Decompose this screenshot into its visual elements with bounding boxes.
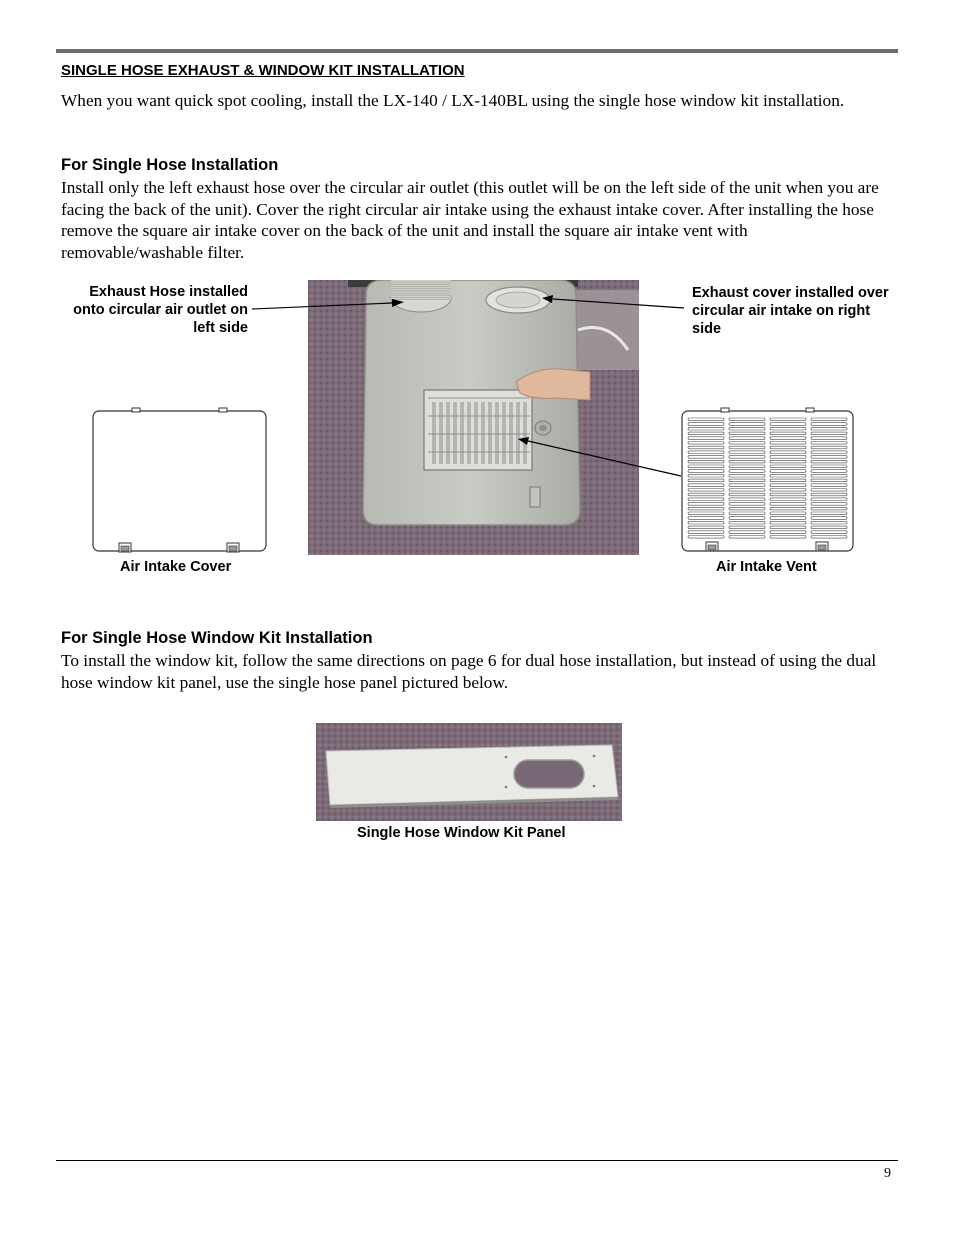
section-title: SINGLE HOSE EXHAUST & WINDOW KIT INSTALLATION bbox=[61, 62, 465, 79]
caption-air-intake-vent: Air Intake Vent bbox=[716, 559, 817, 575]
window-kit-heading: For Single Hose Window Kit Installation bbox=[61, 629, 373, 647]
caption-air-intake-cover: Air Intake Cover bbox=[120, 559, 232, 575]
single-hose-heading: For Single Hose Installation bbox=[61, 156, 279, 174]
callout-exhaust-hose: Exhaust Hose installed onto circular air outlet on left side bbox=[73, 284, 248, 336]
caption-window-kit-panel: Single Hose Window Kit Panel bbox=[357, 825, 566, 841]
bottom-rule bbox=[56, 1160, 898, 1161]
single-hose-paragraph: Install only the left exhaust hose over the circular air outlet (this outlet will be on the left side of the unit when you are facing the back of the unit). Cover the right circular air intake using the exhaust intake cover. After installing the hose remove the square air intake cover on the back of the unit and install the square air intake vent with removable/washable filter. bbox=[61, 178, 879, 262]
window-kit-paragraph: To install the window kit, follow the same directions on page 6 for dual hose installation, but instead of using the dual hose window kit panel, use the single hose panel pictured below. bbox=[61, 651, 877, 692]
callout-exhaust-cover: Exhaust cover installed over circular air intake on right side bbox=[692, 285, 889, 337]
page-number: 9 bbox=[884, 1166, 891, 1181]
intro-paragraph: When you want quick spot cooling, install the LX-140 / LX-140BL using the single hose window kit installation. bbox=[61, 91, 845, 110]
window-kit-panel-photo bbox=[316, 723, 622, 821]
